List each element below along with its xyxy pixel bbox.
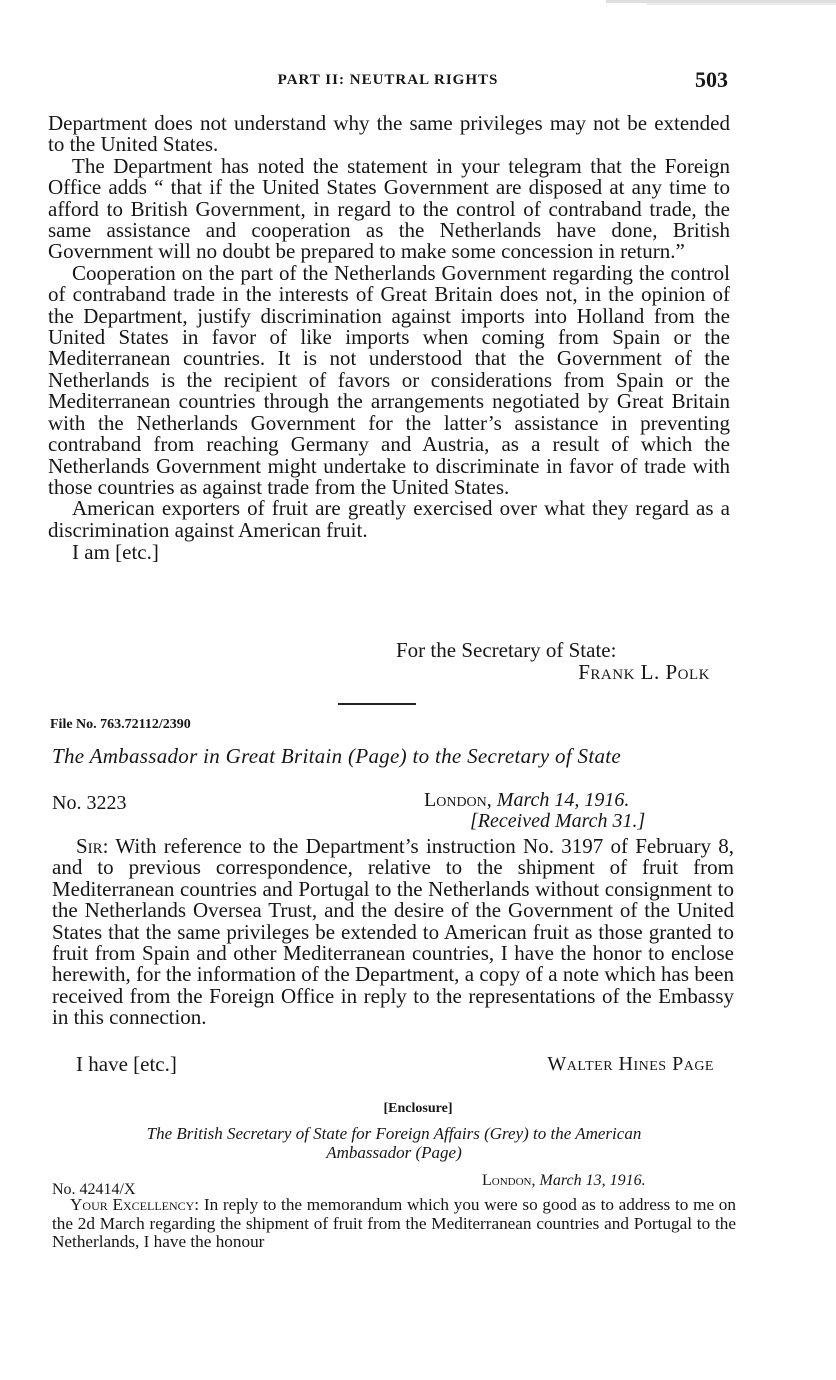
- paragraph: Department does not understand why the same privileges may not be extended to the United States.: [48, 111, 730, 157]
- document-place: London,: [424, 789, 492, 811]
- enclosure-title: [52, 1124, 736, 1162]
- paragraph: Cooperation on the part of the Netherlands Government regarding the control of contraband trade in the interests of Great Britain does not, in the opinion of the Department, justify discrimination against imports into Holland from the United States in favor of like imports when coming from Spain or the Mediterranean countries. It is not understood that the Government of the Netherlands is the recipient of favors or considerations from Spain or the Mediterranean countries through the arrangements negotiated by Great Britain with the Netherlands Government for the latter’s assistance in preventing contraband from reaching Germany and Austria, as a result of which the Netherlands Government might undertake to discriminate in favor of trade with those countries as against trade from the United States.: [48, 260, 730, 499]
- letter-paragraph: [52, 836, 734, 1029]
- enclosure-text: In reply to the memorandum which you were so good as to address to me on the 2d March regarding the shipment of fruit from the Mediterranean countries and Portugal to the Netherlands, I have the honour: [52, 1195, 736, 1251]
- letter-text: With reference to the Department’s instruction No. 3197 of February 8, and to previous correspondence, relative to the shipment of fruit from Mediterranean countries and Portugal to the Netherlands without consignment to the Netherlands Oversea Trust, and the desire of the Government of the United States that the same privileges be extended to American fruit as those granted to fruit from Spain and other Mediterranean countries, I have the honor to enclose herewith, for the information of the Department, a copy of a note which has been received from the Foreign Office in reply to the representations of the Embassy in this connection.: [52, 834, 734, 1030]
- paragraph: The Department has noted the statement in your telegram that the Foreign Office adds “ that if the United States Government are disposed at any time to afford to British Government, in regard to the control of contraband trade, the same assistance and cooperation as the Netherlands have done, British Government will no doubt be prepared to make some concession in return.”: [48, 153, 730, 264]
- section-divider: [338, 703, 416, 705]
- closing: I am [etc.]: [72, 540, 159, 565]
- salutation: Sir:: [76, 834, 109, 858]
- paragraph: American exporters of fruit are greatly exercised over what they regard as a discrimination against American fruit.: [48, 496, 730, 542]
- enclosure-label: [Enclosure]: [383, 1101, 453, 1116]
- document-number: No. 3223: [52, 792, 127, 814]
- running-title: PART II: NEUTRAL RIGHTS: [277, 72, 499, 88]
- letter-signature: Walter Hines Page: [547, 1053, 714, 1075]
- signature-name: Frank L. Polk: [578, 660, 710, 684]
- letter-body: [52, 836, 734, 1029]
- enclosure-date: March 13, 1916.: [539, 1172, 646, 1189]
- letter-closing: I have [etc.]: [76, 1052, 177, 1076]
- file-number: File No. 763.72112/2390: [50, 717, 191, 732]
- page-number: 503: [695, 67, 728, 92]
- enclosure-place: London,: [482, 1172, 536, 1189]
- document-date: March 14, 1916.: [496, 789, 630, 811]
- signature-for: For the Secretary of State:: [396, 638, 617, 662]
- enclosure-dateline: [482, 1172, 646, 1190]
- document-dateline: [424, 789, 629, 812]
- enclosure-number: No. 42414/X: [52, 1181, 136, 1198]
- enclosure-title-line: Ambassador (Page): [326, 1143, 462, 1162]
- enclosure-salutation: Your Excellency:: [70, 1195, 200, 1214]
- scan-artifact: [606, 0, 836, 10]
- enclosure-title-line: The British Secretary of State for Foreign Affairs (Grey) to the American: [146, 1124, 642, 1143]
- received-date: [Received March 31.]: [470, 810, 646, 832]
- page-header: [48, 67, 728, 98]
- enclosure-paragraph: [52, 1196, 736, 1252]
- document-title: The Ambassador in Great Britain (Page) to the Secretary of State: [52, 744, 622, 768]
- previous-letter-body: [48, 113, 730, 563]
